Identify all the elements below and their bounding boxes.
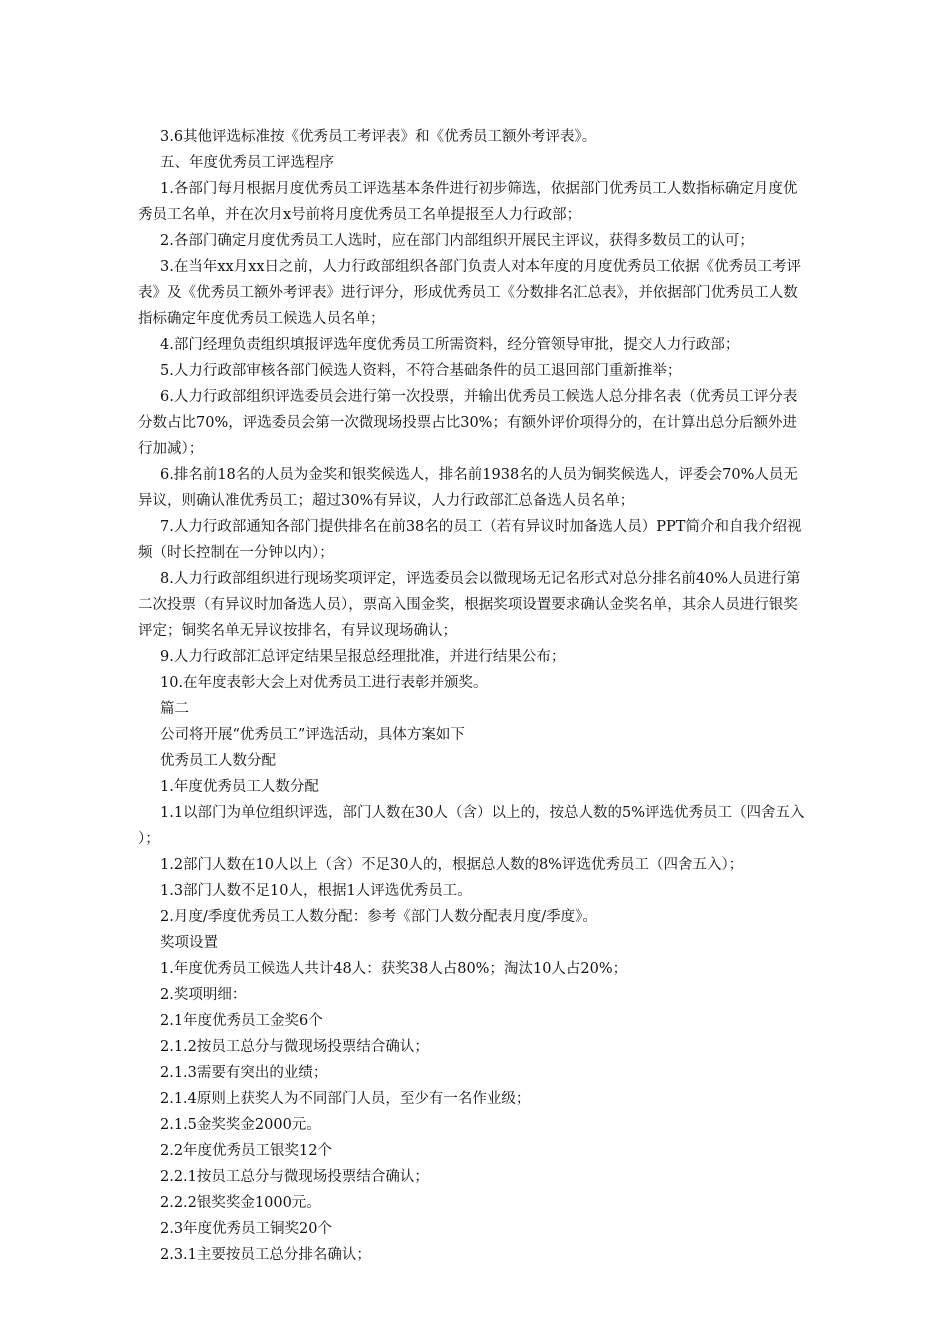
paragraph: 1.年度优秀员工人数分配 xyxy=(160,779,319,795)
paragraph: 2.1.2按员工总分与微现场投票结合确认； xyxy=(160,1039,429,1055)
section-heading: 篇二 xyxy=(160,701,189,717)
paragraph: 1.1以部门为单位组织评选，部门人数在30人（含）以上的，按总人数的5%评选优秀员工（四舍五入）； xyxy=(138,805,805,847)
document-body xyxy=(138,124,810,1268)
paragraph: 9.人力行政部汇总评定结果呈报总经理批准，并进行结果公布； xyxy=(160,649,566,665)
paragraph: 3.在当年xx月xx日之前，人力行政部组织各部门负责人对本年度的月度优秀员工依据《优秀员工考评表》及《优秀员工额外考评表》进行评分，形成优秀员工《分数排名汇总表》，并依据部门优秀员工人数指标确定年度优秀员工候选人员名单； xyxy=(138,259,802,327)
paragraph: 3.6其他评选标准按《优秀员工考评表》和《优秀员工额外考评表》。 xyxy=(160,129,597,145)
paragraph: 1.各部门每月根据月度优秀员工评选基本条件进行初步筛选，依据部门优秀员工人数指标确定月度优秀员工名单，并在次月x号前将月度优秀员工名单提报至人力行政部； xyxy=(138,181,798,223)
paragraph: 2.1.3需要有突出的业绩； xyxy=(160,1065,328,1081)
paragraph: 5.人力行政部审核各部门候选人资料，不符合基础条件的员工退回部门重新推举； xyxy=(160,363,682,379)
paragraph: 10.在年度表彰大会上对优秀员工进行表彰并颁奖。 xyxy=(160,675,488,691)
paragraph: 1.年度优秀员工候选人共计48人：获奖38人占80%；淘汰10人占20%； xyxy=(160,961,628,977)
paragraph: 2.1.4原则上获奖人为不同部门人员，至少有一名作业级； xyxy=(160,1091,531,1107)
section-heading: 奖项设置 xyxy=(160,935,218,951)
paragraph: 2.3年度优秀员工铜奖20个 xyxy=(160,1221,333,1237)
paragraph: 2.2年度优秀员工银奖12个 xyxy=(160,1143,333,1159)
paragraph: 8.人力行政部组织进行现场奖项评定，评选委员会以微现场无记名形式对总分排名前40%人员进行第二次投票（有异议时加备选人员），票高入围金奖，根据奖项设置要求确认金奖名单，其余人员进行银奖评定；铜奖名单无异议按排名，有异议现场确认； xyxy=(138,571,801,639)
section-heading: 五、年度优秀员工评选程序 xyxy=(160,155,334,171)
paragraph: 2.奖项明细： xyxy=(160,987,247,1003)
paragraph: 6.人力行政部组织评选委员会进行第一次投票，并输出优秀员工候选人总分排名表（优秀员工评分表分数占比70%，评选委员会第一次微现场投票占比30%；有额外评价项得分的，在计算出总分后额外进行加减）； xyxy=(138,389,798,457)
paragraph: 4.部门经理负责组织填报评选年度优秀员工所需资料，经分管领导审批，提交人力行政部； xyxy=(160,337,740,353)
paragraph: 6.排名前18名的人员为金奖和银奖候选人，排名前1938名的人员为铜奖候选人，评委会70%人员无异议，则确认准优秀员工；超过30%有异议，人力行政部汇总备选人员名单； xyxy=(138,467,798,509)
paragraph: 1.3部门人数不足10人，根据1人评选优秀员工。 xyxy=(160,883,472,899)
paragraph: 2.2.1按员工总分与微现场投票结合确认； xyxy=(160,1169,429,1185)
paragraph: 公司将开展“优秀员工”评选活动，具体方案如下 xyxy=(160,727,465,743)
paragraph: 2.3.1主要按员工总分排名确认； xyxy=(160,1247,371,1263)
paragraph: 2.月度/季度优秀员工人数分配：参考《部门人数分配表月度/季度》。 xyxy=(160,909,597,925)
paragraph: 2.各部门确定月度优秀员工人选时，应在部门内部组织开展民主评议，获得多数员工的认可； xyxy=(160,233,754,249)
paragraph: 7.人力行政部通知各部门提供排名在前38名的员工（若有异议时加备选人员）PPT简介和自我介绍视频（时长控制在一分钟以内）； xyxy=(138,519,802,561)
paragraph: 2.2.2银奖奖金1000元。 xyxy=(160,1195,321,1211)
paragraph: 2.1年度优秀员工金奖6个 xyxy=(160,1013,323,1029)
paragraph: 1.2部门人数在10人以上（含）不足30人的，根据总人数的8%评选优秀员工（四舍五入）； xyxy=(160,857,744,873)
section-heading: 优秀员工人数分配 xyxy=(160,753,276,769)
paragraph: 2.1.5金奖奖金2000元。 xyxy=(160,1117,321,1133)
